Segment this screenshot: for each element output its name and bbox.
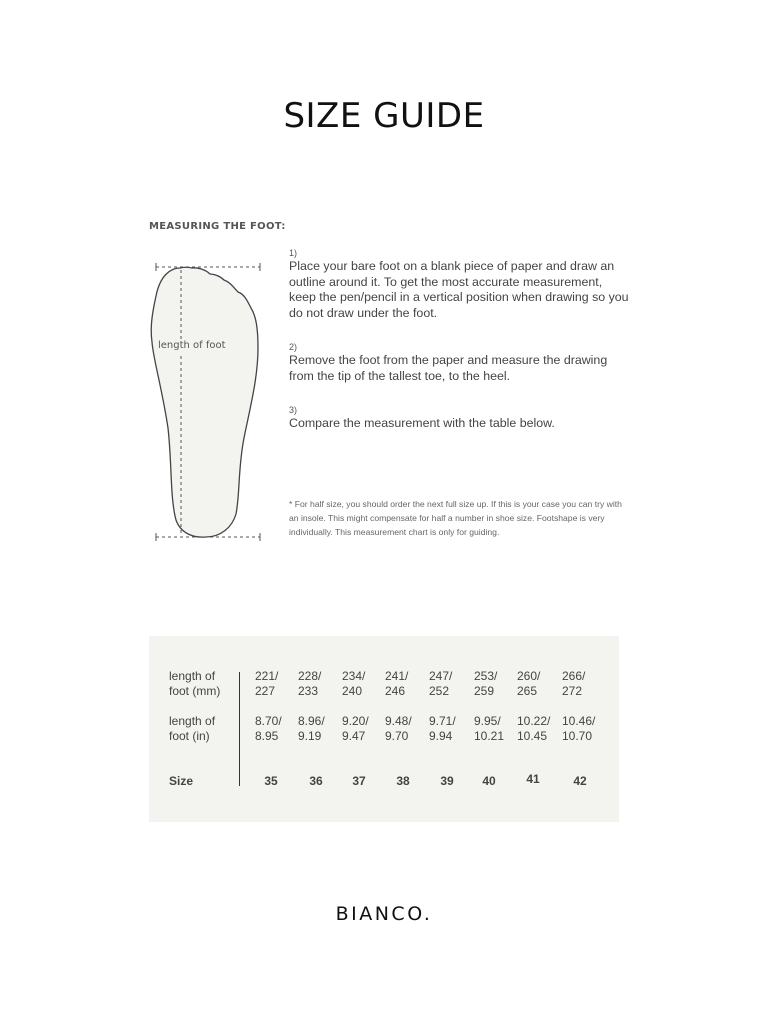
mm-cell-line: 252 bbox=[429, 683, 450, 698]
in-cell bbox=[298, 714, 325, 743]
mm-cell-line: 228/ bbox=[298, 669, 322, 683]
size-cell: 36 bbox=[309, 774, 323, 788]
in-cell-line: 8.96/ bbox=[298, 714, 325, 728]
step-number: 1) bbox=[289, 248, 298, 258]
in-cell bbox=[342, 714, 369, 743]
mm-cell-line: 246 bbox=[385, 683, 406, 698]
half-size-note: * For half size, you should order the next full size up. If this is your case you can try with an insole. This might compensate for half a number in shoe size. Footshape is very individually. This measurement chart is only for guiding. bbox=[289, 499, 622, 537]
in-cell bbox=[385, 714, 412, 743]
in-cell-line: 9.20/ bbox=[342, 714, 369, 728]
in-cell bbox=[255, 714, 282, 743]
mm-row-label bbox=[169, 669, 220, 698]
mm-cell-line: 233 bbox=[298, 683, 319, 698]
in-cell-line: 10.45 bbox=[517, 728, 548, 743]
mm-cell bbox=[562, 669, 585, 698]
in-cell bbox=[474, 714, 504, 743]
in-cell-line: 10.22/ bbox=[517, 714, 551, 728]
section-heading: MEASURING THE FOOT: bbox=[149, 221, 286, 232]
step-text: Remove the foot from the paper and measure the drawing from the tip of the tallest toe, to the heel. bbox=[289, 353, 608, 383]
size-cell: 40 bbox=[482, 774, 496, 788]
in-cell-line: 8.70/ bbox=[255, 714, 282, 728]
step-3 bbox=[289, 405, 629, 432]
size-cell: 42 bbox=[573, 774, 587, 788]
mm-cell-line: 227 bbox=[255, 683, 276, 698]
in-row-label bbox=[169, 714, 215, 743]
mm-cell bbox=[342, 669, 365, 698]
mm-cell-line: 240 bbox=[342, 683, 363, 698]
mm-cell bbox=[298, 669, 321, 698]
step-2 bbox=[289, 342, 629, 384]
step-text: Place your bare foot on a blank piece of paper and draw an outline around it. To get the most accurate measurement, keep the pen/pencil in a vertical position when drawing so you do not draw under the foot. bbox=[289, 259, 629, 320]
step-number: 2) bbox=[289, 342, 298, 352]
page-title: SIZE GUIDE bbox=[283, 96, 485, 136]
mm-cell-line: 265 bbox=[517, 683, 538, 698]
in-cell-line: 9.48/ bbox=[385, 714, 412, 728]
mm-cell-line: 260/ bbox=[517, 669, 541, 683]
foot-outline-illustration bbox=[148, 258, 264, 544]
mm-cell-line: 221/ bbox=[255, 669, 279, 683]
step-text: Compare the measurement with the table below. bbox=[289, 416, 555, 430]
in-cell-line: 9.95/ bbox=[474, 714, 501, 728]
mm-cell-line: 241/ bbox=[385, 669, 409, 683]
in-cell bbox=[429, 714, 456, 743]
in-cell-line: 9.71/ bbox=[429, 714, 456, 728]
mm-row-label-line: foot (mm) bbox=[169, 683, 221, 698]
in-cell bbox=[517, 714, 550, 743]
step-number: 3) bbox=[289, 405, 298, 415]
step-1 bbox=[289, 248, 629, 321]
in-cell-line: 10.21 bbox=[474, 728, 505, 743]
in-cell-line: 9.47 bbox=[342, 728, 366, 743]
mm-cell bbox=[255, 669, 278, 698]
size-cell: 37 bbox=[352, 774, 366, 788]
mm-cell-line: 266/ bbox=[562, 669, 586, 683]
in-cell-line: 9.70 bbox=[385, 728, 409, 743]
in-row-label-line: foot (in) bbox=[169, 728, 210, 743]
mm-cell bbox=[517, 669, 540, 698]
in-cell-line: 10.70 bbox=[562, 728, 593, 743]
size-cell: 41 bbox=[526, 772, 540, 786]
in-cell-line: 9.94 bbox=[429, 728, 453, 743]
mm-cell bbox=[385, 669, 408, 698]
size-cell: 39 bbox=[440, 774, 454, 788]
in-cell-line: 9.19 bbox=[298, 728, 322, 743]
mm-cell bbox=[429, 669, 452, 698]
size-cell: 38 bbox=[396, 774, 410, 788]
mm-cell-line: 247/ bbox=[429, 669, 453, 683]
mm-cell-line: 272 bbox=[562, 683, 583, 698]
size-row-label: Size bbox=[169, 774, 194, 788]
foot-length-label: length of foot bbox=[158, 340, 226, 351]
mm-cell bbox=[474, 669, 497, 698]
in-cell-line: 10.46/ bbox=[562, 714, 596, 728]
in-cell bbox=[562, 714, 595, 743]
in-cell-line: 8.95 bbox=[255, 728, 279, 743]
mm-cell-line: 234/ bbox=[342, 669, 366, 683]
mm-row-label-line: length of bbox=[169, 669, 216, 683]
brand-logo: BIANCO. bbox=[335, 903, 433, 925]
in-row-label-line: length of bbox=[169, 714, 216, 728]
mm-cell-line: 253/ bbox=[474, 669, 498, 683]
size-cell: 35 bbox=[264, 774, 278, 788]
mm-cell-line: 259 bbox=[474, 683, 495, 698]
table-divider bbox=[239, 672, 240, 786]
